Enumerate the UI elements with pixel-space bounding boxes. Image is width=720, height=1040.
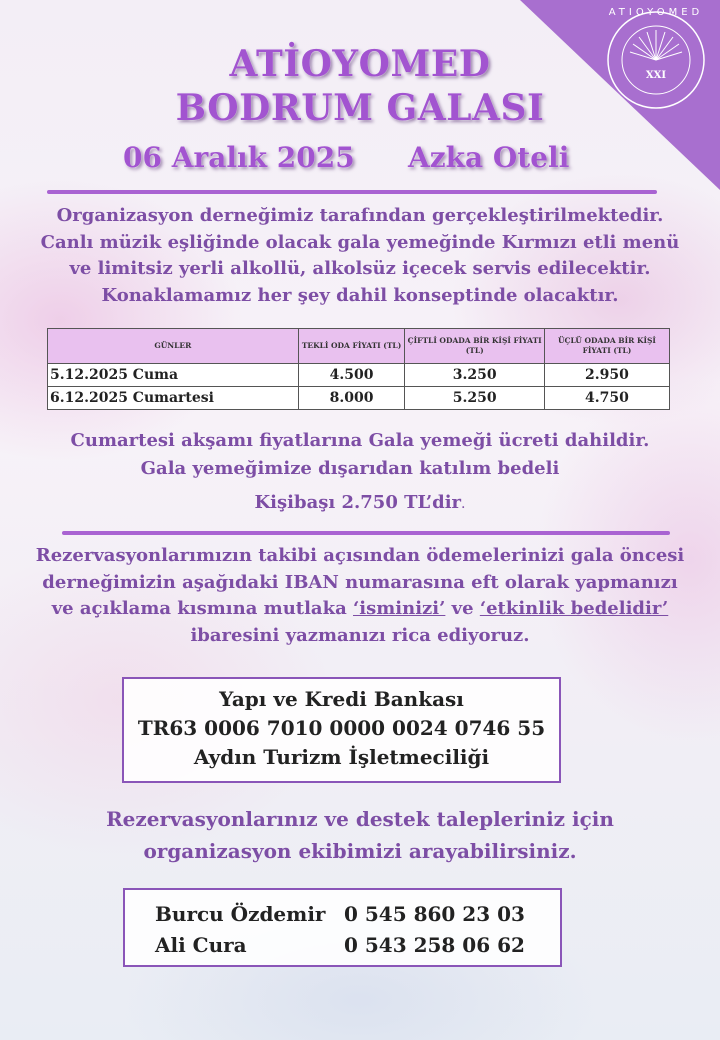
payment-text: ve xyxy=(445,598,480,619)
logo-text: ATIOYOMED xyxy=(608,7,704,18)
contact-note-line: organizasyon ekibimizi arayabilirsiniz. xyxy=(143,839,577,863)
event-title-line1: ATİOYOMED xyxy=(229,43,491,85)
contact-phone[interactable]: 0 543 258 06 62 xyxy=(344,933,525,957)
table-cell-price: 3.250 xyxy=(405,364,545,387)
payment-line: derneğimizin aşağıdaki IBAN numarasına eft olarak yapmanızı xyxy=(42,571,678,593)
event-title-line2: BODRUM GALASI xyxy=(175,87,545,129)
table-cell-price: 8.000 xyxy=(298,387,405,410)
table-row xyxy=(48,364,670,387)
intro-line: Konaklamamız her şey dahil konseptinde olacaktır. xyxy=(101,284,619,306)
event-venue: Azka Oteli xyxy=(408,141,570,174)
payment-line: ibaresini yazmanızı rica ediyoruz. xyxy=(190,624,530,646)
table-cell-price: 2.950 xyxy=(544,364,669,387)
payment-line: Rezervasyonlarımızın takibi açısından ödemelerinizi gala öncesi xyxy=(35,545,685,566)
column-header-single: TEKLİ ODA FİYATI (TL) xyxy=(298,329,405,364)
logo-numeral: XXI xyxy=(645,70,667,81)
contact-name: Ali Cura xyxy=(155,933,247,957)
payment-text: ve açıklama kısmına mutlaka xyxy=(51,598,353,619)
event-date: 06 Aralık 2025 xyxy=(123,141,355,174)
column-header-triple: ÜÇLÜ ODADA BİR KİŞİ FİYATI (TL) xyxy=(544,329,669,364)
payment-fee-note: ‘etkinlik bedelidir’ xyxy=(479,598,669,619)
contact-row xyxy=(125,899,560,930)
payment-name-note: ‘isminizi’ xyxy=(353,598,446,619)
price-table xyxy=(47,328,670,410)
table-cell-price: 5.250 xyxy=(405,387,545,410)
table-cell-day: 5.12.2025 Cuma xyxy=(48,364,299,387)
outside-fee-line1: Gala yemeğimize dışarıdan katılım bedeli xyxy=(140,458,560,479)
divider-top xyxy=(47,190,657,194)
table-row xyxy=(48,387,670,410)
outside-fee-dot: . xyxy=(461,496,466,512)
column-header-double: ÇİFTLİ ODADA BİR KİŞİ FİYATI (TL) xyxy=(405,329,545,364)
contact-note-line: Rezervasyonlarınız ve destek talepleriniz için xyxy=(106,807,614,831)
intro-line: Canlı müzik eşliğinde olacak gala yemeğinde Kırmızı etli menü xyxy=(40,231,680,253)
table-cell-price: 4.500 xyxy=(298,364,405,387)
contact-note xyxy=(20,803,700,867)
intro-line: ve limitsiz yerli alkollü, alkolsüz içecek servis edilecektir. xyxy=(69,258,651,279)
outside-fee-line2 xyxy=(20,490,700,518)
contact-row xyxy=(125,930,560,961)
outside-fee-amount: Kişibaşı 2.750 TL’dir xyxy=(254,492,462,513)
account-holder: Aydın Turizm İşletmeciliği xyxy=(193,745,490,769)
payment-instructions xyxy=(20,543,700,649)
column-header-days: GÜNLER xyxy=(48,329,299,364)
table-cell-price: 4.750 xyxy=(544,387,669,410)
bank-name: Yapı ve Kredi Bankası xyxy=(219,687,464,711)
iban-number: TR63 0006 7010 0000 0024 0746 55 xyxy=(137,716,546,740)
saturday-note: Cumartesi akşamı fiyatlarına Gala yemeği ücreti dahildir. xyxy=(70,430,650,451)
contacts-box xyxy=(123,888,562,967)
table-header-row xyxy=(48,329,670,364)
payment-line xyxy=(20,596,700,623)
intro-line: Organizasyon derneğimiz tarafından gerçekleştirilmektedir. xyxy=(56,205,664,226)
table-cell-day: 6.12.2025 Cumartesi xyxy=(48,387,299,410)
bank-info-box xyxy=(122,677,561,783)
divider-middle xyxy=(62,531,670,535)
contact-phone[interactable]: 0 545 860 23 03 xyxy=(344,902,525,926)
contact-name: Burcu Özdemir xyxy=(155,902,326,926)
intro-text xyxy=(20,203,700,309)
